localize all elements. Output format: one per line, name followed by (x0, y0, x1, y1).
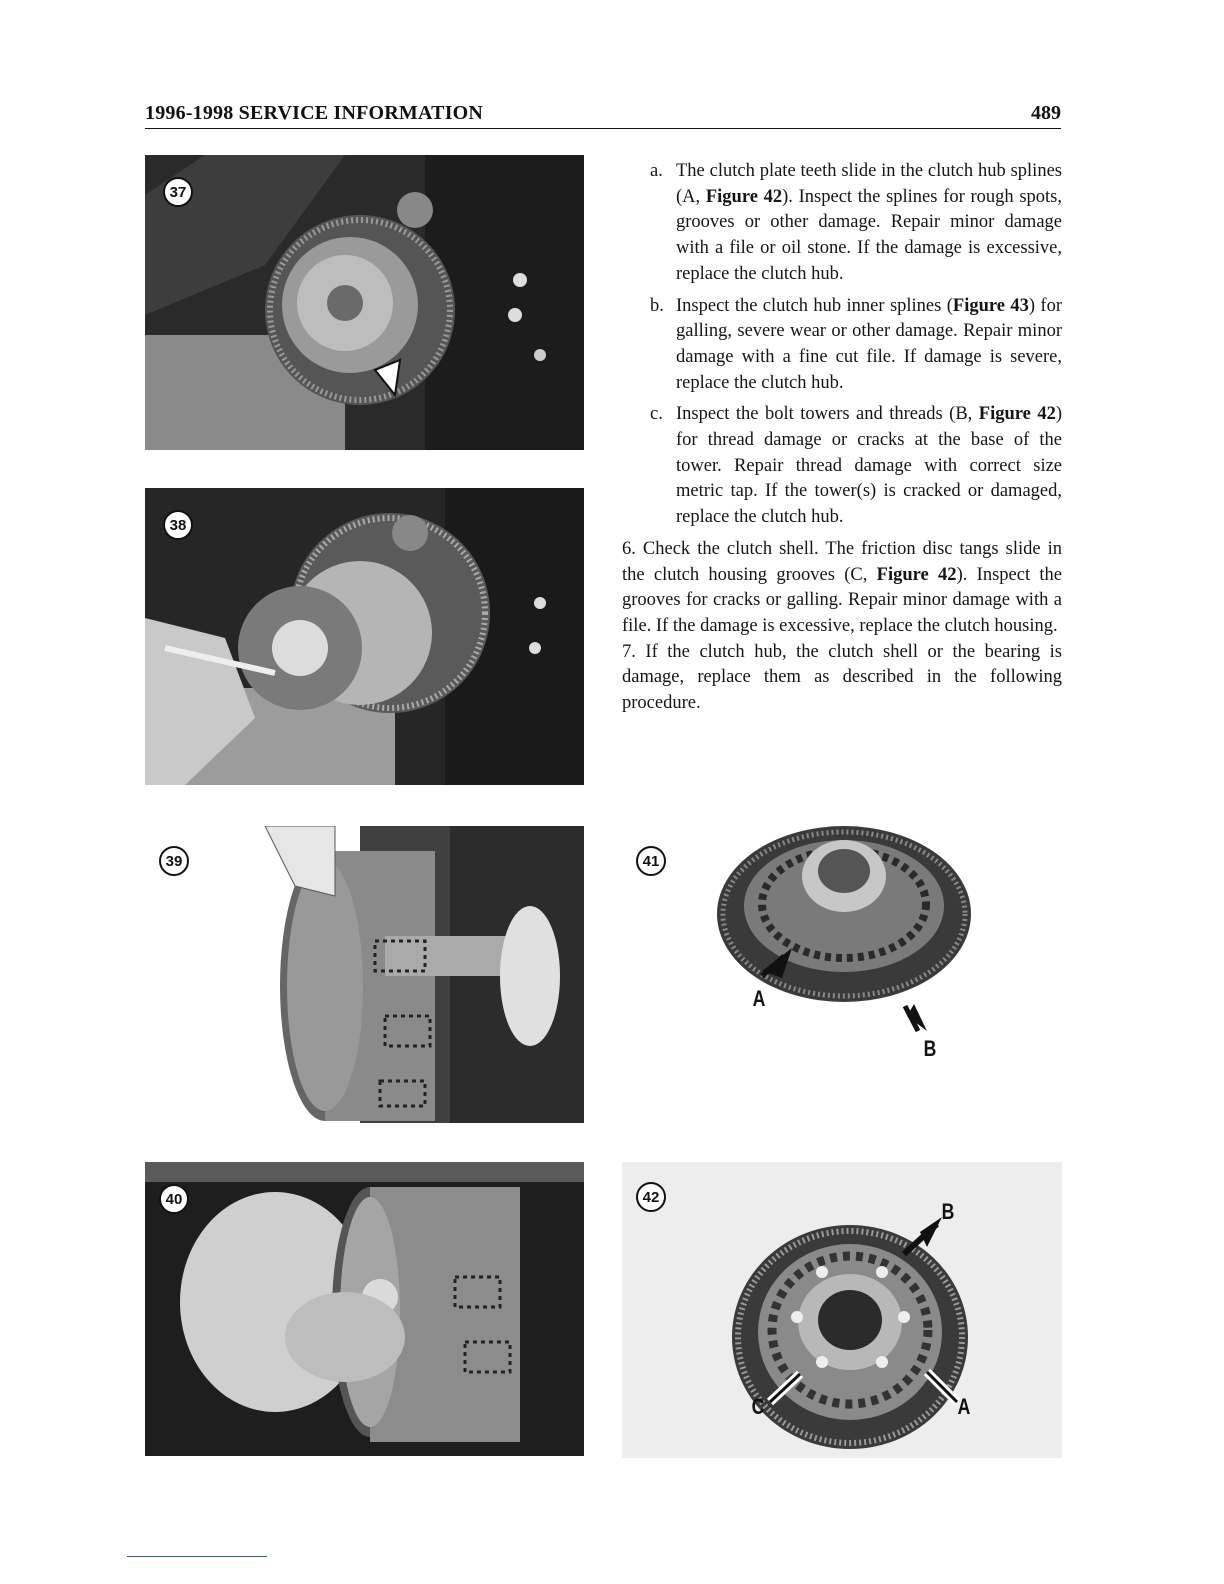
step-5a-letter: a. (650, 161, 663, 181)
step-5b-text-1: Inspect the clutch hub inner splines ( (676, 295, 953, 316)
figure-42-callout-c: C (751, 1394, 765, 1419)
step-5b-figure-ref: Figure 43 (952, 295, 1029, 316)
body-text (622, 159, 1062, 717)
step-5c-text-2: ) for thread damage or cracks at the base of the tower. Repair thread damage with correct size metric tap. If the tower(s) is cracked or damaged, replace the clutch hub. (676, 404, 1062, 528)
step-5c-letter: c. (650, 404, 663, 425)
step-5a-text-2: ). Inspect the splines for rough spots, grooves or other damage. Repair minor damage with a file or oil stone. If the damage is excessive, replace the clutch hub. (676, 186, 1062, 284)
step-5b (622, 294, 1062, 397)
clutch-housing-installed-photo (145, 155, 584, 450)
step-6-text-1: 6. Check the clutch shell. The friction disc tangs slide in the clutch housing grooves (C, (622, 538, 1062, 585)
figure-41-callout-a: A (752, 986, 766, 1011)
step-5b-letter: b. (650, 295, 664, 316)
step-6-figure-ref: Figure 42 (876, 564, 957, 585)
clutch-assembly-handling-photo (145, 1162, 584, 1456)
clutch-hub-detail-photo (622, 1162, 1062, 1458)
figure-41-callout-b: B (923, 1036, 937, 1061)
figure-42-callout-b: B (941, 1199, 955, 1224)
step-5c-text-1: Inspect the bolt towers and threads (B, (676, 404, 979, 425)
step-7 (622, 640, 1062, 717)
step-5a-text-1: The clutch plate teeth slide in the clutch hub splines (A, (676, 161, 1062, 207)
figure-39-number: 39 (159, 846, 189, 876)
step-5a-figure-ref: Figure 42 (705, 186, 783, 207)
step-5a (622, 159, 1062, 288)
step-5c (622, 402, 1062, 531)
figure-37-photo (145, 155, 584, 450)
step-5b-text-2: ) for galling, severe wear or other damage. Repair minor damage with a fine cut file. If damage is severe, replace the clutch hub. (676, 295, 1062, 393)
clutch-shell-and-hub-photo (622, 826, 1062, 1071)
step-5c-figure-ref: Figure 42 (978, 404, 1056, 425)
figure-42-number: 42 (636, 1182, 666, 1212)
page-header (145, 100, 1061, 129)
figure-40-number: 40 (159, 1184, 189, 1214)
step-7-text: 7. If the clutch hub, the clutch shell or the bearing is damage, replace them as described in the following procedure. (622, 641, 1062, 714)
figure-39-photo (145, 826, 584, 1123)
clutch-pack-installation-photo (145, 826, 584, 1123)
figure-37-number: 37 (163, 177, 193, 207)
page-number: 489 (1031, 102, 1061, 124)
figure-38-number: 38 (163, 510, 193, 540)
running-head: 1996-1998 SERVICE INFORMATION (145, 102, 484, 124)
figure-38-photo (145, 488, 584, 785)
figure-41-number: 41 (636, 846, 666, 876)
clutch-plate-removal-photo (145, 488, 584, 785)
figure-42-photo (622, 1162, 1062, 1458)
step-6 (622, 537, 1062, 640)
figure-40-photo (145, 1162, 584, 1456)
figure-42-callout-a: A (957, 1394, 971, 1419)
step-6-text-2: ). Inspect the grooves for cracks or galling. Repair minor damage with a file. If the damage is excessive, replace the clutch housing. (622, 564, 1063, 636)
footer-rule (127, 1556, 267, 1557)
figure-41-photo (622, 826, 1062, 1071)
